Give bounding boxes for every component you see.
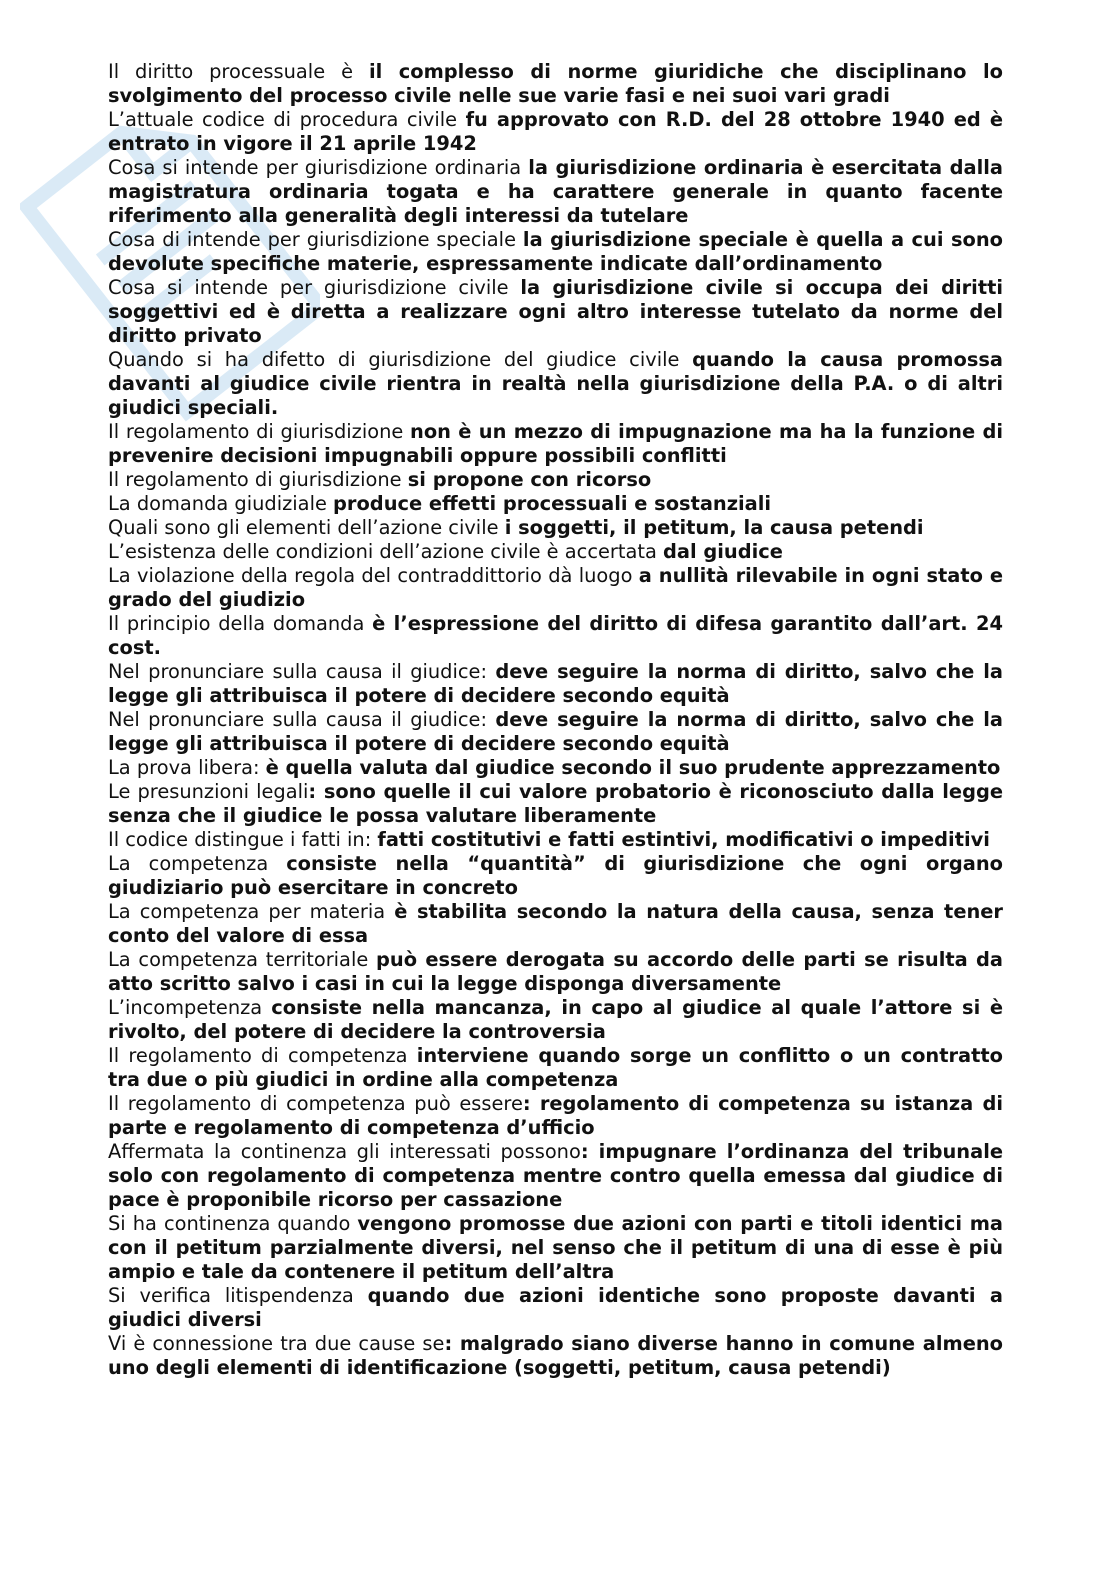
- answer-text: si propone con ricorso: [407, 468, 652, 491]
- answer-text: consiste nella “quantità” di giurisdizione che ogni organo giudiziario può esercitare in concreto: [108, 852, 1003, 899]
- qa-entry: [108, 564, 1003, 612]
- question-text: Quali sono gli elementi dell’azione civile: [108, 516, 505, 539]
- answer-text: la giurisdizione ordinaria è esercitata dalla magistratura ordinaria togata e ha carattere generale in quanto facente riferimento alla generalità degli interessi da tutelare: [108, 156, 1003, 227]
- question-text: Il regolamento di giurisdizione: [108, 468, 408, 491]
- qa-entry: [108, 996, 1003, 1044]
- answer-text: consiste nella mancanza, in capo al giudice al quale l’attore si è rivolto, del potere di decidere la controversia: [108, 996, 1003, 1043]
- answer-text: dal giudice: [663, 540, 783, 563]
- question-text: La prova libera:: [108, 756, 266, 779]
- answer-text: fatti costitutivi e fatti estintivi, modificativi o impeditivi: [377, 828, 990, 851]
- qa-entry: [108, 660, 1003, 708]
- question-text: Il regolamento di giurisdizione: [108, 420, 411, 443]
- document-body: [108, 60, 1003, 1380]
- question-text: La competenza per materia: [108, 900, 395, 923]
- question-text: Le presunzioni legali: [108, 780, 309, 803]
- qa-entry: [108, 276, 1003, 348]
- question-text: Nel pronunciare sulla causa il giudice:: [108, 708, 496, 731]
- qa-entry: [108, 612, 1003, 660]
- qa-entry: [108, 948, 1003, 996]
- answer-text: interviene quando sorge un conflitto o un contratto tra due o più giudici in ordine alla competenza: [108, 1044, 1003, 1091]
- answer-text: quando due azioni identiche sono proposte davanti a giudici diversi: [108, 1284, 1003, 1331]
- question-text: Il diritto processuale è: [108, 60, 369, 83]
- qa-entry: [108, 468, 1003, 492]
- qa-entry: [108, 348, 1003, 420]
- question-text: Cosa si intende per giurisdizione ordinaria: [108, 156, 529, 179]
- answer-text: deve seguire la norma di diritto, salvo che la legge gli attribuisca il potere di decidere secondo equità: [108, 660, 1003, 707]
- question-text: Si verifica litispendenza: [108, 1284, 368, 1307]
- qa-entry: [108, 420, 1003, 468]
- question-text: Il principio della domanda: [108, 612, 373, 635]
- question-text: L’incompetenza: [108, 996, 272, 1019]
- answer-text: la giurisdizione speciale è quella a cui sono devolute specifiche materie, espressamente indicate dall’ordinamento: [108, 228, 1003, 275]
- qa-entry: [108, 60, 1003, 108]
- qa-entry: [108, 852, 1003, 900]
- qa-entry: [108, 1044, 1003, 1092]
- qa-entry: [108, 516, 1003, 540]
- qa-entry: [108, 1332, 1003, 1380]
- question-text: L’attuale codice di procedura civile: [108, 108, 466, 131]
- qa-entry: [108, 708, 1003, 756]
- answer-text: deve seguire la norma di diritto, salvo che la legge gli attribuisca il potere di decidere secondo equità: [108, 708, 1003, 755]
- question-text: Cosa di intende per giurisdizione speciale: [108, 228, 523, 251]
- answer-text: è l’espressione del diritto di difesa garantito dall’art. 24 cost.: [108, 612, 1003, 659]
- qa-entry: [108, 1212, 1003, 1284]
- answer-text: può essere derogata su accordo delle parti se risulta da atto scritto salvo i casi in cui la legge disponga diversamente: [108, 948, 1003, 995]
- question-text: La domanda giudiziale: [108, 492, 334, 515]
- qa-entry: [108, 900, 1003, 948]
- question-text: Vi è connessione tra due cause se: [108, 1332, 445, 1355]
- answer-text: : regolamento di competenza su istanza di parte e regolamento di competenza d’ufficio: [108, 1092, 1003, 1139]
- qa-entry: [108, 156, 1003, 228]
- answer-text: quando la causa promossa davanti al giudice civile rientra in realtà nella giurisdizione della P.A. o di altri giudici speciali.: [108, 348, 1004, 419]
- question-text: Quando si ha difetto di giurisdizione del giudice civile: [108, 348, 693, 371]
- qa-entry: [108, 756, 1003, 780]
- qa-entry: [108, 228, 1003, 276]
- question-text: La competenza: [108, 852, 287, 875]
- question-text: Affermata la continenza gli interessati possono: [108, 1140, 581, 1163]
- question-text: Cosa si intende per giurisdizione civile: [108, 276, 521, 299]
- qa-entry: [108, 1284, 1003, 1332]
- answer-text: non è un mezzo di impugnazione ma ha la funzione di prevenire decisioni impugnabili oppure possibili conflitti: [108, 420, 1003, 467]
- answer-text: : impugnare l’ordinanza del tribunale solo con regolamento di competenza mentre contro quella emessa dal giudice di pace è proponibile ricorso per cassazione: [108, 1140, 1003, 1211]
- answer-text: : sono quelle il cui valore probatorio è riconosciuto dalla legge senza che il giudice le possa valutare liberamente: [108, 780, 1003, 827]
- question-text: La violazione della regola del contraddittorio dà luogo: [108, 564, 639, 587]
- qa-entry: [108, 1092, 1003, 1140]
- question-text: Il codice distingue i fatti in:: [108, 828, 378, 851]
- question-text: La competenza territoriale: [108, 948, 377, 971]
- question-text: Si ha continenza quando: [108, 1212, 358, 1235]
- qa-entry: [108, 780, 1003, 828]
- answer-text: : malgrado siano diverse hanno in comune almeno uno degli elementi di identificazione (soggetti, petitum, causa petendi): [108, 1332, 1003, 1379]
- answer-text: è stabilita secondo la natura della causa, senza tener conto del valore di essa: [108, 900, 1003, 947]
- qa-entry: [108, 1140, 1003, 1212]
- qa-entry: [108, 492, 1003, 516]
- question-text: Il regolamento di competenza: [108, 1044, 417, 1067]
- answer-text: produce effetti processuali e sostanziali: [333, 492, 772, 515]
- answer-text: la giurisdizione civile si occupa dei diritti soggettivi ed è diretta a realizzare ogni altro interesse tutelato da norme del diritto privato: [108, 276, 1003, 347]
- qa-entry: [108, 540, 1003, 564]
- question-text: L’esistenza delle condizioni dell’azione civile è accertata: [108, 540, 664, 563]
- answer-text: i soggetti, il petitum, la causa petendi: [504, 516, 924, 539]
- question-text: Nel pronunciare sulla causa il giudice:: [108, 660, 496, 683]
- answer-text: è quella valuta dal giudice secondo il suo prudente apprezzamento: [265, 756, 1001, 779]
- answer-text: vengono promosse due azioni con parti e titoli identici ma con il petitum parzialmente diversi, nel senso che il petitum di una di esse è più ampio e tale da contenere il petitum dell’altra: [108, 1212, 1003, 1283]
- answer-text: a nullità rilevabile in ogni stato e grado del giudizio: [108, 564, 1003, 611]
- qa-entry: [108, 828, 1003, 852]
- answer-text: il complesso di norme giuridiche che disciplinano lo svolgimento del processo civile nelle sue varie fasi e nei suoi vari gradi: [108, 60, 1003, 107]
- qa-entry: [108, 108, 1003, 156]
- answer-text: fu approvato con R.D. del 28 ottobre 1940 ed è entrato in vigore il 21 aprile 1942: [108, 108, 1003, 155]
- question-text: Il regolamento di competenza può essere: [108, 1092, 523, 1115]
